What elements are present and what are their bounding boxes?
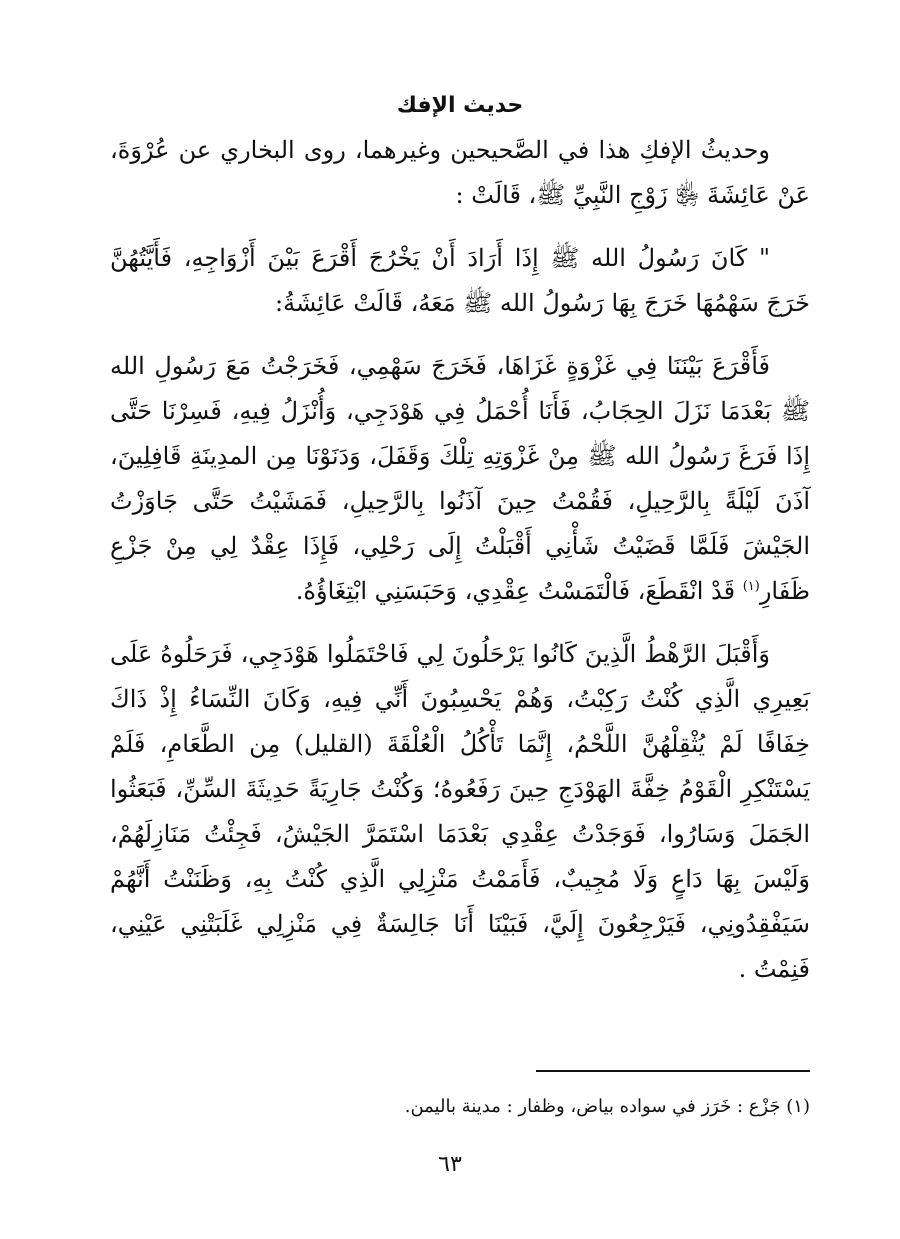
paragraph-necklace (110, 344, 810, 614)
page-body (110, 88, 810, 1010)
page-number: ٦٣ (438, 1152, 462, 1177)
section-heading: حديث الإفك (396, 93, 524, 118)
paragraph-necklace-text-end: قَدْ انْقَطَعَ، فَالْتَمَسْتُ عِقْدِي، وَحَبَسَنِي ابْتِغَاؤُهُ. (295, 577, 743, 605)
paragraph-intro: وحديثُ الإفكِ هذا في الصَّحيحين وغيرهما، روى البخاري عن عُرْوَةَ، عَنْ عَائِشَةَ ﵂ زَوْجِ النَّبِيِّ ﷺ، قَالَتْ : (110, 136, 810, 209)
footnote-divider (536, 1070, 810, 1072)
paragraph-necklace-text: فَأَقْرَعَ بَيْنَنَا فِي غَزْوَةٍ غَزَاهَا، فَخَرَجَ سَهْمِي، فَخَرَجْتُ مَعَ رَسُولِ الله ﷺ بَعْدَمَا نَزَلَ الحِجَابُ، فَأَنَا أُحْمَلُ فِي هَوْدَجِي، وَأُنْزَلُ فِيهِ، فَسِرْنَا حَتَّى إِذَا فَرَغَ رَسُولُ الله ﷺ مِنْ غَزْوَتِهِ تِلْكَ وَقَفَلَ، وَدَنَوْنَا مِن المدِينَةِ قَافِلِينَ، آذَنَ لَيْلَةً بِالرَّحِيلِ، فَقُمْتُ حِينَ آذَنُوا بِالرَّحِيلِ، فَمَشَيْتُ حَتَّى جَاوَزْتُ الجَيْشَ فَلَمَّا قَضَيْتُ شَأْنِي أَقْبَلْتُ إِلَى رَحْلِي، فَإِذَا عِقْدٌ لِي مِنْ جَزْعِ ظَفَارِ (110, 352, 810, 605)
paragraph-hadith-opening: " كَانَ رَسُولُ الله ﷺ إِذَا أَرَادَ أَنْ يَخْرُجَ أَقْرَعَ بَيْنَ أَزْوَاجِهِ، فَأَيَّتُهُنَّ خَرَجَ سَهْمُهَا خَرَجَ بِهَا رَسُولُ الله ﷺ مَعَهُ، قَالَتْ عَائِشَةُ: (110, 244, 810, 317)
footnote-marker: (١) (742, 579, 760, 594)
paragraph-caravan: وَأَقْبَلَ الرَّهْطُ الَّذِينَ كَانُوا يَرْحَلُونَ لِي فَاحْتَمَلُوا هَوْدَجِي، فَرَحَلُوهُ عَلَى بَعِيرِي الَّذِي كُنْتُ رَكِبْتُ، وَهُمْ يَحْسِبُونَ أَنِّي فِيهِ، وَكَانَ النِّسَاءُ إِذْ ذَاكَ خِفَافًا لَمْ يُثْقِلْهُنَّ اللَّحْمُ، إِنَّمَا تَأْكُلُ الْعُلْقَةَ (القليل) مِن الطَّعَامِ، فَلَمْ يَسْتَنْكِرِ الْقَوْمُ خِفَّةَ الهَوْدَجِ حِينَ رَفَعُوهُ؛ وَكُنْتُ جَارِيَةً حَدِيثَةَ السِّنِّ، فَبَعَثُوا الجَمَلَ وَسَارُوا، فَوَجَدْتُ عِقْدِي بَعْدَمَا اسْتَمَرَّ الجَيْشُ، فَجِئْتُ مَنَازِلَهُمْ، وَلَيْسَ بِهَا دَاعٍ وَلَا مُجِيبٌ، فَأَمَمْتُ مَنْزِلِي الَّذِي كُنْتُ بِهِ، وَظَنَنْتُ أَنَّهُمْ سَيَفْقِدُونِي، فَيَرْجِعُونَ إِلَيَّ، فَبَيْنَا أَنَا جَالِسَةٌ فِي مَنْزِلِي غَلَبَتْنِي عَيْنِي، فَنِمْتُ . (110, 640, 810, 983)
footnote: (١) جَزْع : خَرَز في سواده بياض، وظفار : مدينة باليمن. (404, 1096, 810, 1117)
